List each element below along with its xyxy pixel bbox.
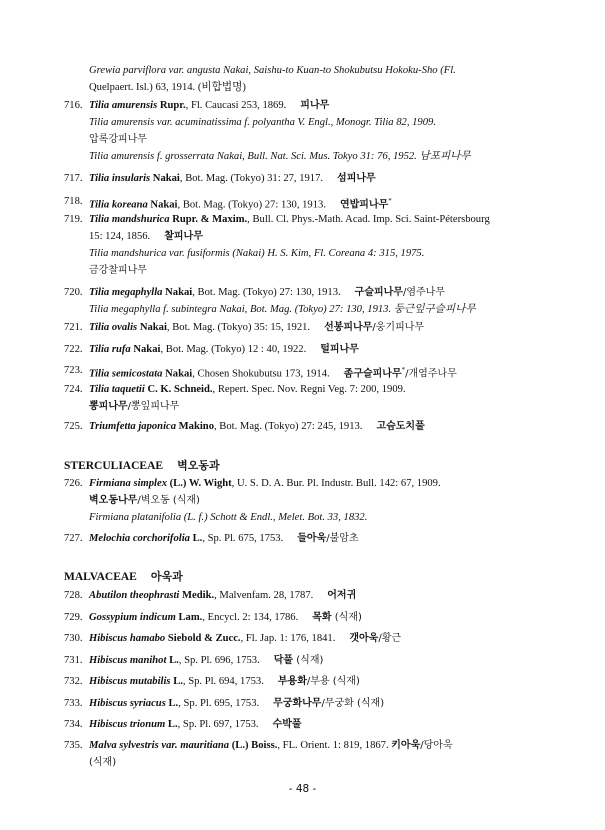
species-name: Firmiana simplex [89, 478, 167, 489]
synonym-text-2: Quelpaert. Isl.) 63, 1914. (비합법명) [89, 82, 246, 93]
species-author: Medik. [182, 590, 215, 601]
species-author: L. [192, 533, 203, 544]
alt-korean-name: /벽오동 (식재) [137, 495, 200, 506]
synonym-text: Tilia mandshurica var. fusiformis (Nakai) H. S. Kim, Fl. Coreana 4: 315, 1975. [89, 248, 425, 259]
entry-number: 732. [64, 676, 83, 687]
synonym-korean-name: 금강찰피나무 [89, 265, 147, 276]
species-entry-717 [64, 170, 554, 187]
citation: , Bot. Mag. (Tokyo) 27: 130, 1913. [177, 199, 326, 211]
species-name: Malva sylvestris var. mauritiana [89, 740, 230, 751]
citation: , Bot. Mag. (Tokyo) 31: 27, 1917. [179, 173, 324, 184]
korean-name: 뽕피나무 [89, 401, 128, 412]
family-korean-name: 벽오동과 [177, 459, 220, 472]
species-name: Tilia amurensis [89, 100, 158, 111]
entry-number: 718. [64, 196, 83, 207]
alt-korean-name: /뽕잎피나무 [127, 401, 180, 412]
species-entry-731 [64, 652, 554, 669]
entry-number: 724. [64, 384, 83, 395]
entry-number: 733. [64, 698, 83, 709]
species-entry-723 [64, 362, 554, 383]
citation: , Sp. Pl. 675, 1753. [202, 533, 284, 544]
entry-number: 729. [64, 612, 83, 623]
species-author: Rupr. [159, 100, 186, 111]
species-entry-721 [64, 319, 554, 336]
korean-name: 구슬피나무 [354, 287, 403, 298]
species-entry-727 [64, 530, 554, 547]
citation: , Sp. Pl. 696, 1753. [178, 655, 260, 666]
endemic-mark: * [388, 197, 392, 205]
species-name: Triumfetta japonica [89, 421, 177, 432]
species-entry-725 [64, 418, 554, 435]
citation: , Bot. Mag. (Tokyo) 12 : 40, 1922. [160, 344, 307, 355]
family-latin-name: STERCULIACEAE [64, 460, 164, 472]
alt-korean-name: /불암초 [326, 533, 359, 544]
citation: , Bot. Mag. (Tokyo) 35: 15, 1921. [166, 322, 311, 333]
alt-korean-name: /황근 [378, 633, 402, 644]
korean-name: 선봉피나무 [324, 322, 373, 333]
korean-name: 피나무 [300, 100, 330, 111]
citation: , Bull. Cl. Phys.-Math. Acad. Imp. Sci. Saint-Pétersbourg [247, 214, 490, 225]
citation: , Malvenfam. 28, 1787. [214, 590, 314, 601]
alt-korean-name: /개염주나무 [405, 368, 457, 380]
entry-number: 726. [64, 478, 83, 489]
citation: , Encycl. 2: 134, 1786. [202, 612, 299, 623]
species-name: Hibiscus syriacus [89, 698, 166, 709]
alt-korean-name: /웅기피나무 [372, 322, 425, 333]
species-name: Tilia ovalis [89, 322, 138, 333]
species-author: L. [167, 719, 178, 730]
family-heading-malvaceae [64, 568, 183, 584]
entry-number: 735. [64, 740, 83, 751]
species-entry-732 [64, 673, 554, 690]
entry-number: 728. [64, 590, 83, 601]
korean-name: 수박풀 [272, 719, 302, 730]
synonym-text: Grewia parviflora var. angusta Nakai, Saishu-to Kuan-to Shokubutsu Hokoku-Sho (Fl. [89, 65, 456, 76]
species-author: Nakai [165, 287, 193, 298]
species-author: C. K. Schneid. [147, 384, 213, 395]
citation: , Bot. Mag. (Tokyo) 27: 245, 1913. [214, 421, 363, 432]
alt-korean-name: /부용 (식재) [306, 676, 360, 687]
species-author: Nakai [152, 173, 180, 184]
species-author: Lam. [178, 612, 203, 623]
korean-name: 갯아욱 [349, 633, 379, 644]
korean-name: 고슴도치풀 [376, 421, 425, 432]
alt-korean-name: /염주나무 [402, 287, 445, 298]
species-author: L. [168, 698, 179, 709]
alt-korean-name: (식재) [293, 655, 324, 666]
species-name: Gossypium indicum [89, 612, 176, 623]
family-heading-sterculiaceae [64, 457, 220, 473]
species-author: Nakai [150, 199, 178, 211]
entry-number: 727. [64, 533, 83, 544]
species-author: Siebold & Zucc. [167, 633, 241, 644]
alt-korean-name: /무궁화 (식재) [321, 698, 385, 709]
species-name: Tilia koreana [89, 199, 148, 211]
korean-name: 닥풀 [273, 655, 294, 666]
species-author: Nakai [133, 344, 161, 355]
korean-name: 연밥피나무 [339, 199, 389, 211]
entry-number: 723. [64, 365, 83, 376]
citation: , Repert. Spec. Nov. Regni Veg. 7: 200, 1909. [212, 384, 406, 395]
species-author: (L.) W. Wight [169, 478, 232, 489]
species-author: L. [173, 676, 183, 687]
entry-number: 720. [64, 287, 83, 298]
species-entry-720 [64, 284, 554, 318]
entry-number: 719. [64, 214, 83, 225]
korean-name: 좀구슬피나무 [343, 368, 402, 380]
species-name: Hibiscus hamabo [89, 633, 166, 644]
species-name: Tilia semicostata [89, 368, 163, 380]
korean-name: 벽오동나무 [89, 495, 138, 506]
citation: , Fl. Jap. 1: 176, 1841. [240, 633, 336, 644]
citation: , Sp. Pl. 697, 1753. [177, 719, 259, 730]
citation: , Chosen Shokubutsu 173, 1914. [192, 368, 330, 380]
species-name: Abutilon theophrasti [89, 590, 180, 601]
species-name: Tilia insularis [89, 173, 151, 184]
entry-number: 725. [64, 421, 83, 432]
korean-name: 키아욱 [391, 740, 421, 751]
korean-name: 목화 [312, 612, 332, 623]
species-entry-716 [64, 97, 554, 165]
synonym-korean-name: 압록강피나무 [89, 134, 147, 145]
species-entry-733 [64, 695, 554, 712]
entry-number: 716. [64, 100, 83, 111]
species-name: Tilia megaphylla [89, 287, 163, 298]
species-entry-735 [64, 737, 554, 771]
citation: , Bot. Mag. (Tokyo) 27: 130, 1913. [192, 287, 341, 298]
korean-name: 부용화 [277, 676, 307, 687]
species-entry-726 [64, 475, 554, 526]
species-name: Tilia rufa [89, 344, 131, 355]
species-entry-730 [64, 630, 554, 647]
species-name: Hibiscus mutabilis [89, 676, 171, 687]
synonym-text: Tilia amurensis var. acuminatissima f. polyantha V. Engl., Monogr. Tilia 82, 1909. [89, 117, 436, 128]
family-latin-name: MALVACEAE [64, 571, 137, 583]
species-entry-719 [64, 211, 554, 279]
endemic-mark: * [401, 366, 406, 374]
citation: , FL. Orient. 1: 819, 1867. [277, 740, 389, 751]
species-author: Nakai [165, 368, 193, 380]
continuation-entry [64, 62, 554, 96]
citation-cont: 15: 124, 1856. [89, 231, 151, 242]
species-entry-729 [64, 609, 554, 626]
species-author: (L.) Boiss. [231, 740, 278, 751]
alt-korean-name: /당아욱 [420, 740, 453, 751]
synonym-text: Firmiana platanifolia (L. f.) Schott & Endl., Melet. Bot. 33, 1832. [89, 512, 368, 523]
korean-name: 어저귀 [327, 590, 357, 601]
korean-name: 들아욱 [297, 533, 327, 544]
entry-number: 730. [64, 633, 83, 644]
species-name: Melochia corchorifolia [89, 533, 190, 544]
citation: , Fl. Caucasi 253, 1869. [185, 100, 287, 111]
alt-korean-name: (식재) [331, 612, 362, 623]
citation: , Sp. Pl. 695, 1753. [178, 698, 260, 709]
citation: , U. S. D. A. Bur. Pl. Industr. Bull. 142: 67, 1909. [231, 478, 441, 489]
species-entry-722 [64, 341, 554, 358]
citation: , Sp. Pl. 694, 1753. [182, 676, 264, 687]
entry-number: 722. [64, 344, 83, 355]
cultivated-note: (식재) [89, 757, 117, 768]
species-author: Nakai [139, 322, 167, 333]
korean-name: 무궁화나무 [273, 698, 322, 709]
species-entry-734 [64, 716, 554, 733]
page-number: - 48 - [288, 783, 317, 795]
species-author: Rupr. & Maxim. [172, 214, 248, 225]
species-author: L. [169, 655, 179, 666]
species-name: Hibiscus manihot [89, 655, 167, 666]
species-entry-728 [64, 587, 554, 604]
species-name: Hibiscus trionum [89, 719, 166, 730]
species-name: Tilia taquetii [89, 384, 145, 395]
entry-number: 721. [64, 322, 83, 333]
family-korean-name: 아욱과 [150, 570, 183, 583]
species-author: Makino [178, 421, 214, 432]
korean-name: 털피나무 [320, 344, 359, 355]
entry-number: 717. [64, 173, 83, 184]
korean-name: 찰피나무 [164, 231, 203, 242]
entry-number: 734. [64, 719, 83, 730]
synonym-text: Tilia amurensis f. grosserrata Nakai, Bull. Nat. Sci. Mus. Tokyo 31: 76, 1952. 남포피나무 [89, 151, 471, 162]
species-name: Tilia mandshurica [89, 214, 170, 225]
synonym-text: Tilia megaphylla f. subintegra Nakai, Bot. Mag. (Tokyo) 27: 130, 1913. 둥근잎구슬피나무 [89, 304, 476, 315]
entry-number: 731. [64, 655, 83, 666]
korean-name: 섬피나무 [337, 173, 376, 184]
species-entry-724 [64, 381, 554, 415]
